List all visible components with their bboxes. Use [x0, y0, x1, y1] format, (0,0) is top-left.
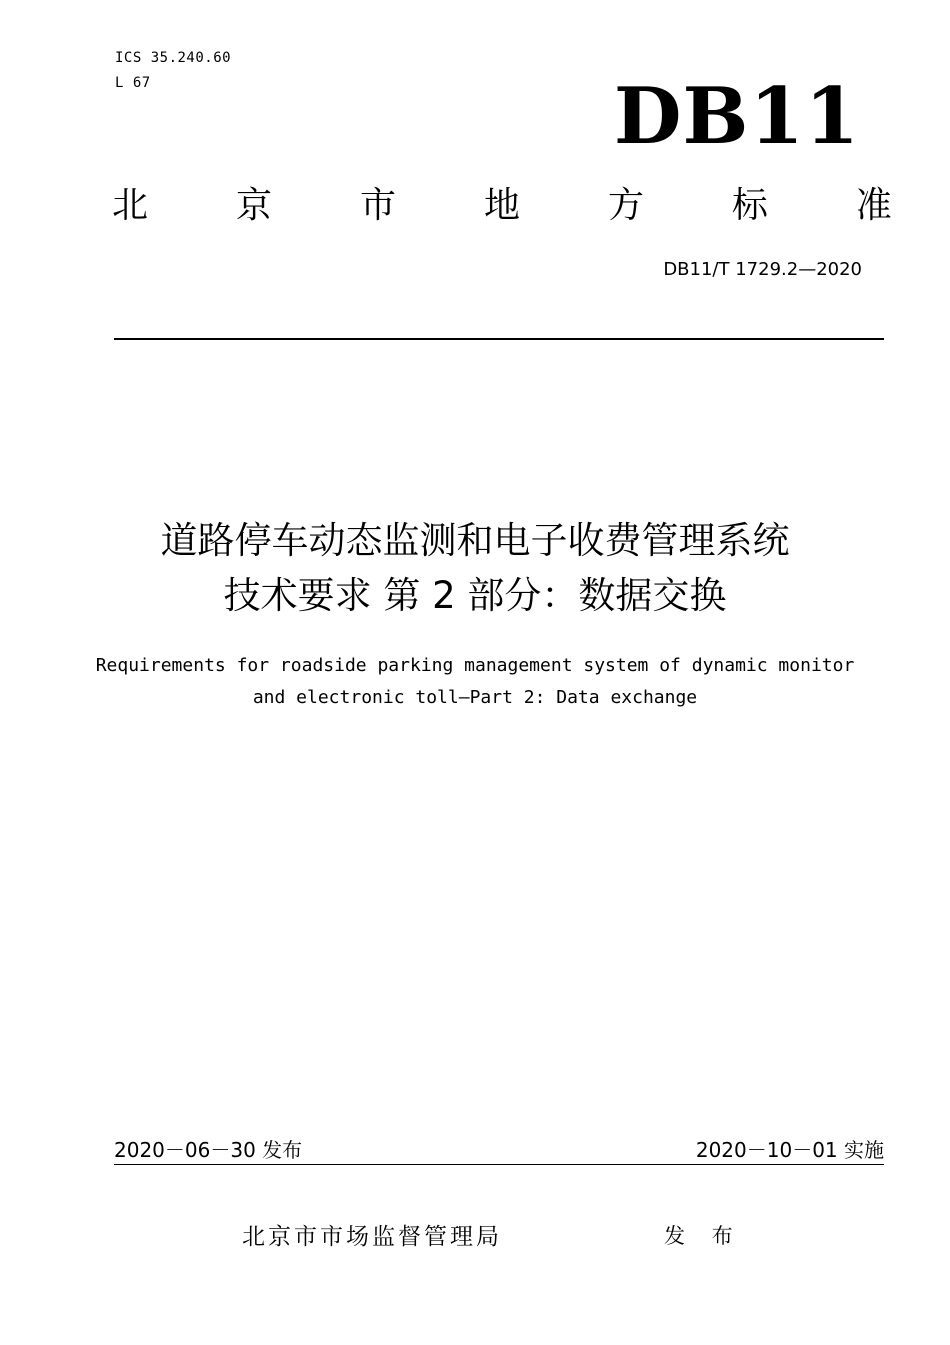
standard-type-char: 标 [731, 185, 768, 226]
db-mark: DB11 [613, 71, 860, 162]
standard-type-char: 地 [483, 185, 520, 226]
standard-type-char: 京 [235, 185, 272, 226]
title-english-line-1: Requirements for roadside parking management system of dynamic monitor [95, 655, 855, 676]
ics-code: ICS 35.240.60 [115, 50, 232, 66]
implementation-date: 2020－10－01 实施 [695, 1138, 884, 1162]
bottom-divider [114, 1164, 884, 1165]
issue-date: 2020－06－30 发布 [114, 1138, 303, 1162]
top-divider [114, 338, 884, 340]
standard-type-char: 市 [359, 185, 396, 226]
title-chinese-line-2: 技术要求 第 2 部分：数据交换 [223, 574, 727, 617]
standard-type-char: 准 [855, 185, 892, 226]
standard-type-char: 北 [112, 185, 149, 226]
title-english-line-2: and electronic toll—Part 2: Data exchange [252, 687, 698, 708]
standard-type-heading [112, 185, 892, 226]
standard-number: DB11/T 1729.2—2020 [663, 259, 862, 280]
issuing-authority: 北京市市场监督管理局 [242, 1224, 502, 1250]
title-chinese-line-1: 道路停车动态监测和电子收费管理系统 [160, 519, 790, 562]
publish-label: 发 布 [664, 1224, 743, 1248]
standard-type-char: 方 [607, 185, 644, 226]
classification-code: L 67 [115, 75, 151, 91]
